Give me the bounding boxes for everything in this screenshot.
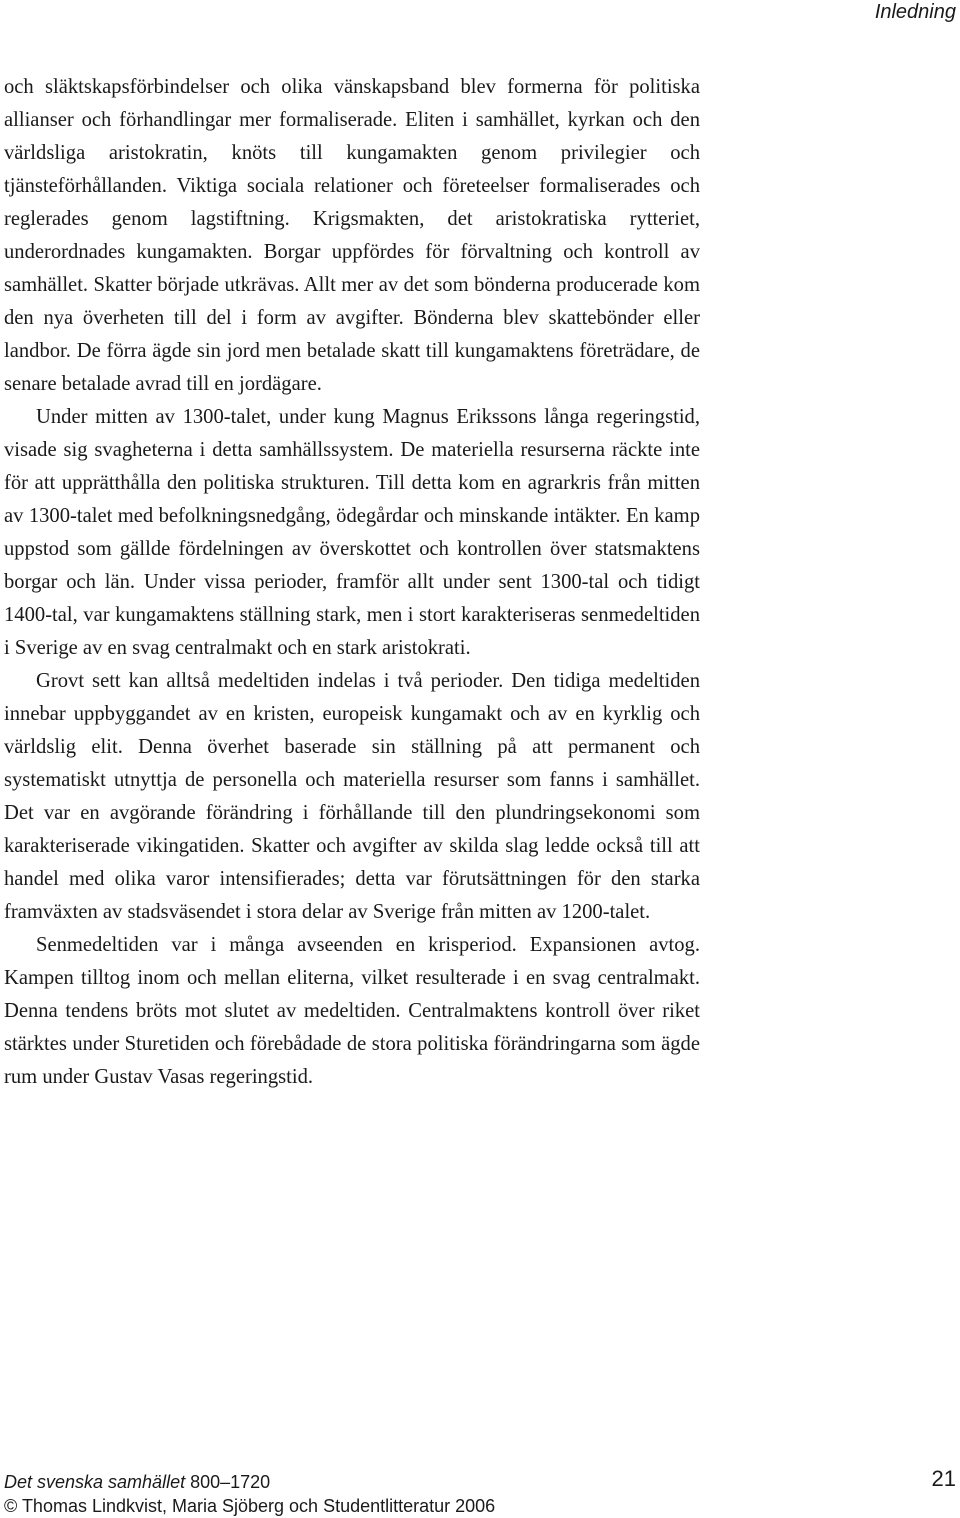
book-title: Det svenska samhället [4,1472,186,1492]
book-years: 800–1720 [185,1472,271,1492]
footer-credits [4,1470,604,1518]
running-head: Inledning [874,1,956,23]
body-text [4,71,700,1094]
paragraph: Grovt sett kan alltså medeltiden indelas i två perioder. Den tidiga medeltiden innebar uppbyggandet av en kristen, europeisk kungamakt och av en kyrklig och världslig elit. Denna överhet baserade sin ställning på att permanent och systematiskt utnyttja de personella och materiella resurser som fanns i samhället. Det var en avgörande förändring i förhållande till den plundringsekonomi som karakteriserade vikingatiden. Skatter och avgifter av skilda slag ledde också till att handel med olika varor intensifierades; detta var förutsättningen för den starka framväxten av stadsväsendet i stora delar av Sverige från mitten av 1200-talet. [4,670,700,923]
paragraph: Under mitten av 1300-talet, under kung Magnus Erikssons långa regeringstid, visade sig svagheterna i detta samhällssystem. De materiella resurserna räckte inte för att upprätthålla den politiska strukturen. Till detta kom en agrarkris från mitten av 1300-talet med befolkningsnedgång, ödegårdar och minskande intäkter. En kamp uppstod som gällde fördelningen av överskottet och kontrollen över statsmaktens borgar och län. Under vissa perioder, framför allt under sent 1300-tal och tidigt 1400-tal, var kungamaktens ställning stark, men i stort karakteriseras senmedeltiden i Sverige av en svag centralmakt och en stark aristokrati. [4,406,700,659]
footer-book-line [4,1470,604,1494]
page-number: 21 [931,1466,956,1491]
paragraph: Senmedeltiden var i många avseenden en krisperiod. Expansionen avtog. Kampen tilltog inom och mellan eliterna, vilket resulterade i en svag centralmakt. Denna tendens bröts mot slutet av medeltiden. Centralmaktens kontroll över riket stärktes under Sturetiden och förebådade de stora politiska förändringarna som ägde rum under Gustav Vasas regeringstid. [4,934,700,1088]
paragraph: och släktskapsförbindelser och olika vänskapsband blev formerna för politiska allianser och förhandlingar mer formaliserade. Eliten i samhället, kyrkan och den världsliga aristokratin, knöts till kungamakten genom privilegier och tjänsteförhållanden. Viktiga sociala relationer och företeelser formaliserades och reglerades genom lagstiftning. Krigsmakten, det aristokratiska rytteriet, underordnades kungamakten. Borgar uppfördes för förvaltning och kontroll av samhället. Skatter började utkrävas. Allt mer av det som bönderna producerade kom den nya överheten till del i form av avgifter. Bönderna blev skattebönder eller landbor. De förra ägde sin jord men betalade skatt till kungamaktens företrädare, de senare betalade avrad till en jordägare. [4,76,700,395]
copyright-line: © Thomas Lindkvist, Maria Sjöberg och Studentlitteratur 2006 [4,1496,496,1516]
